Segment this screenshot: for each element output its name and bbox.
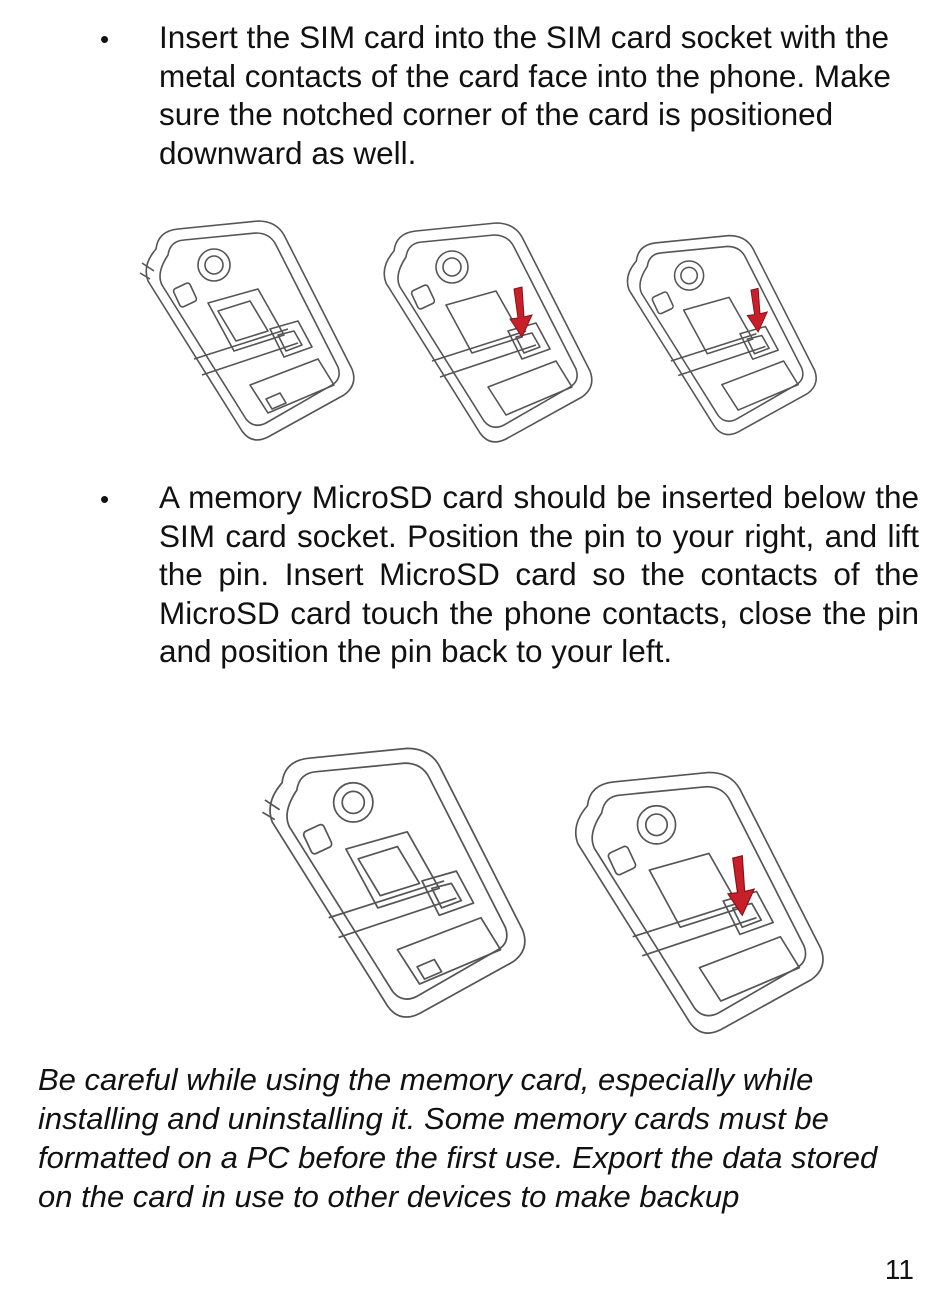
phone-back-sim-insert-icon <box>620 231 820 441</box>
phone-back-open-icon <box>138 219 358 444</box>
microsd-figure-row <box>0 745 950 1025</box>
instruction-microsd-text: A memory MicroSD card should be inserted below the SIM card socket. Position the pin to your right, and lift the pin. Insert MicroSD card so the contacts of the MicroSD card touch the phone contacts, close the pin and position the pin back to your left. <box>159 479 919 669</box>
bullet-marker: • <box>100 24 110 54</box>
page-number: 11 <box>884 1254 914 1285</box>
phone-back-sim-insert-icon <box>376 221 596 446</box>
insert-arrow-icon <box>728 856 754 916</box>
memory-card-note: Be careful while using the memory card, especially while installing and uninstalling it. Some memory cards must be formatted on a PC before the first use. Export the data stored on the card in use to other devices to make backup <box>38 1062 878 1214</box>
phone-back-open-icon <box>260 745 530 1023</box>
phone-back-sd-insert-icon <box>566 769 828 1039</box>
sim-figure-row <box>0 215 950 445</box>
instruction-sim-text: Insert the SIM card into the SIM card socket with the metal contacts of the card face into the phone. Make sure the notched corner of the card is positioned downward as well. <box>159 19 891 171</box>
bullet-marker: • <box>100 484 110 514</box>
